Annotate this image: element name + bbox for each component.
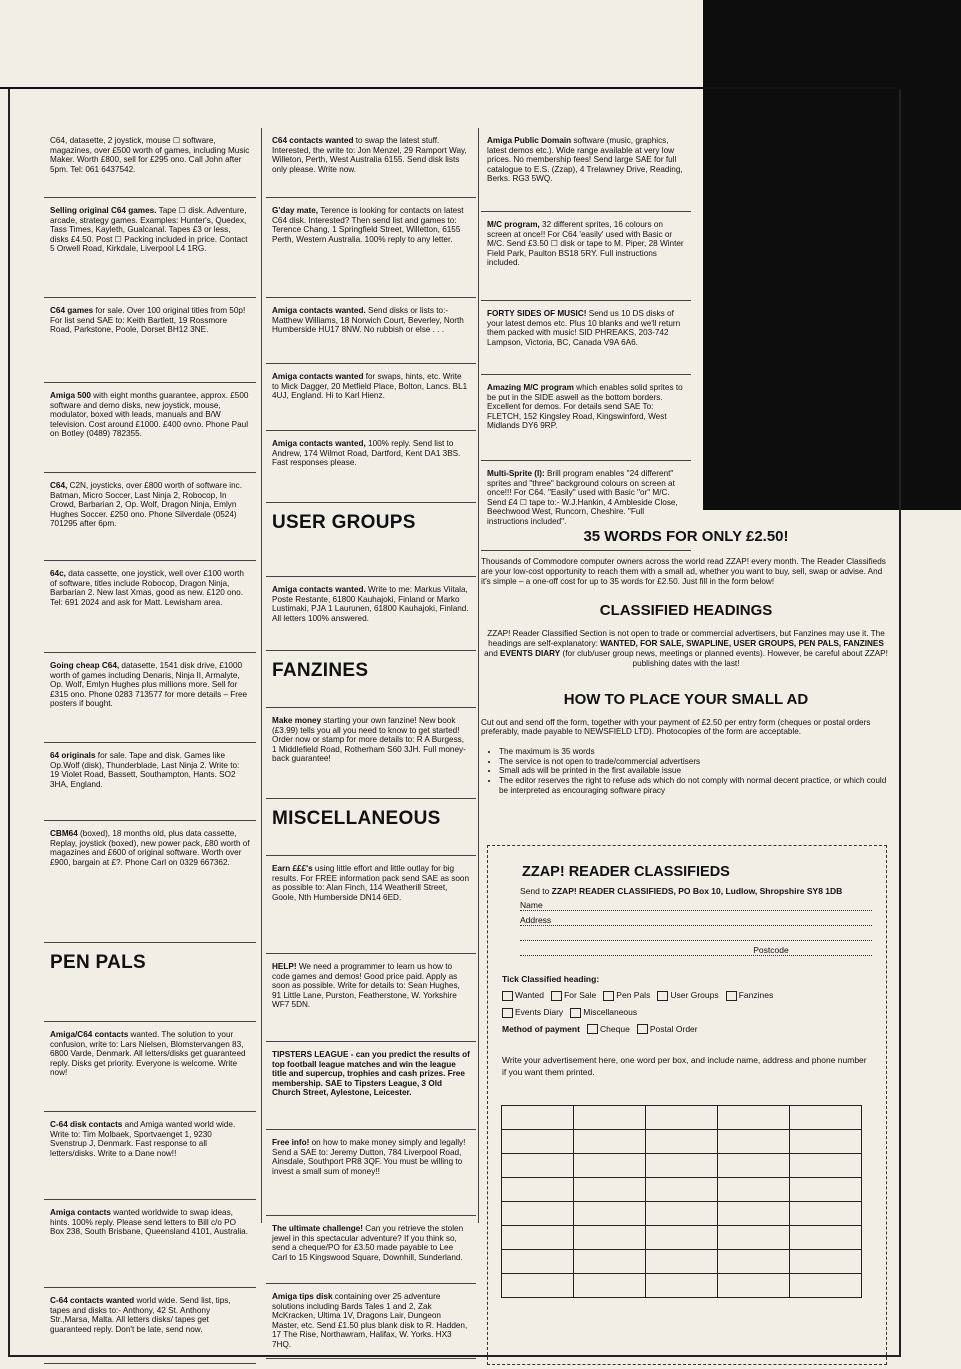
- word-box[interactable]: [574, 1106, 646, 1130]
- word-grid[interactable]: [501, 1105, 862, 1298]
- classified-ad: Make money starting your own fanzine! New book (£3.99) tells you all you need to know to get started! Order now or stamp for more details to: R A Burgess, 1 Middlefield Road, Rotherham S60 3JH. Full money-back guarantee!: [266, 708, 476, 799]
- word-box[interactable]: [646, 1226, 718, 1250]
- address-line-2[interactable]: [520, 926, 872, 941]
- classified-ad: Amiga contacts wanted for swaps, hints, etc. Write to Mick Dagger, 20 Metfield Place, Bolton, Lancs. BL1 4UJ, England. Hi to Karl Hienz.: [266, 364, 476, 431]
- classified-ad: C-64 contacts wanted world wide. Send list, tips, tapes and disks to:- Anthony, 42 St. Anthony Str.,Marsa, Malta. All letters disks/ tapes get guaranteed reply. Don't be late, send now.: [44, 1288, 256, 1364]
- word-box[interactable]: [502, 1202, 574, 1226]
- checkbox-pen-pals[interactable]: Pen Pals: [603, 990, 650, 1000]
- word-box[interactable]: [790, 1106, 862, 1130]
- column-middle: [266, 128, 476, 1359]
- list-item: • The maximum is 35 words: [499, 747, 891, 757]
- word-box[interactable]: [790, 1154, 862, 1178]
- list-item: • The editor reserves the right to refuse ads which do not comply with normal decent practice, or which could be interpreted as encouraging software piracy: [499, 776, 891, 795]
- classified-ad: Amiga tips disk containing over 25 adventure solutions including Bards Tales 1 and 2, Zak McKracken, Ultima 1V, Dragons Lair, Dungeon Master, etc. Send £1.50 plus blank disk to R. Hadden, 17 The Rise, Northawram, Halifax, W. Yorks. HX3 7HQ.: [266, 1284, 476, 1359]
- checkbox-events-diary[interactable]: Events Diary: [502, 1007, 563, 1017]
- word-box[interactable]: [718, 1250, 790, 1274]
- classified-ad: C64, datasette, 2 joystick, mouse ☐ software, magazines, over £500 worth of games, including Music Maker. Worth £800, sell for £295 ono. Call John after 5pm. Tel: 061 6437542.: [44, 128, 256, 198]
- word-box[interactable]: [790, 1178, 862, 1202]
- classified-ad: 64c, data cassette, one joystick, well over £100 worth of software, titles include Robocop, Dragon Ninja, Barbarian 2. New last Xmas, good as new. £120 ono. Tel: 691 2024 and ask for Matt. Lewisham area.: [44, 561, 256, 653]
- word-box[interactable]: [646, 1274, 718, 1298]
- word-box[interactable]: [790, 1250, 862, 1274]
- column-right: [481, 128, 691, 551]
- word-box[interactable]: [502, 1250, 574, 1274]
- classified-ad: Amiga/C64 contacts wanted. The solution to your confusion, write to: Lars Nielsen, Blomstervangen 83, 6800 Varde, Denmark. All letters/disks get guaranteed reply. Disks get priority. Everyone is welcome. Write now!: [44, 1022, 256, 1112]
- word-box[interactable]: [574, 1178, 646, 1202]
- word-box[interactable]: [502, 1130, 574, 1154]
- heading-35-words: 35 WORDS FOR ONLY £2.50!: [583, 528, 789, 545]
- word-box[interactable]: [646, 1130, 718, 1154]
- tick-label: Tick Classified heading:: [502, 974, 600, 984]
- word-box[interactable]: [574, 1226, 646, 1250]
- word-box[interactable]: [790, 1202, 862, 1226]
- word-box[interactable]: [646, 1154, 718, 1178]
- address-field[interactable]: Address: [520, 911, 872, 926]
- classified-ad: Amazing M/C program which enables solid sprites to be put in the SIDE aswell as the bottom borders. Excellent for demos. For details send SAE To: FLETCH, 152 Kingsley Road, Kingswinford, West Midlands DY6 9RP.: [481, 375, 691, 461]
- word-box[interactable]: [790, 1226, 862, 1250]
- postcode-field[interactable]: Postcode: [520, 941, 872, 956]
- intro-text: Thousands of Commodore computer owners across the world read ZZAP! every month. The Reader Classifieds are your low-cost opportunity to reach them with a small ad, whether you want to buy, sell, swap or advise. And it's simple – a one-off cost for up to 35 words for £2.50. Just fill in the form below!: [481, 557, 886, 586]
- word-box[interactable]: [646, 1106, 718, 1130]
- checkbox-cheque[interactable]: Cheque: [587, 1024, 630, 1034]
- word-box[interactable]: [790, 1130, 862, 1154]
- checkbox-miscellaneous[interactable]: Miscellaneous: [570, 1007, 637, 1017]
- section-heading: FANZINES: [266, 651, 476, 708]
- classified-ad: Selling original C64 games. Tape ☐ disk. Adventure, arcade, strategy games. Examples: Hunter's, Quedex, Tass Times, Kayleth, Gualcanal. Tapes £3 or less, disks £4.50. Post ☐ Packing included in price. Contact 5 Orwell Road, Kirkdale, Liverpool L4 1RG.: [44, 198, 256, 298]
- classified-ad: M/C program, 32 different sprites, 16 colours on screen at once!! For C64 'easily' used with Basic or M/C. Send £3.50 ☐ disk or tape to M. Piper, 28 Winter Field Park, Paulton BS18 5RY. Full instructions included.: [481, 212, 691, 301]
- classified-ad: Amiga contacts wanted worldwide to swap ideas, hints. 100% reply. Please send letters to Bill c/o PO Box 238, South Brisbane, Queensland 4101, Australia.: [44, 1200, 256, 1288]
- word-box[interactable]: [574, 1274, 646, 1298]
- classified-ad: HELP! We need a programmer to learn us how to code games and demos! Good price paid. Apply as soon as possible. Write for details to: Sean Hughes, 91 Little Lane, Purston, Featherstone, W. Yorkshire WF7 5DN.: [266, 954, 476, 1042]
- column-left: [44, 128, 256, 1364]
- classified-ad: Multi-Sprite (I): Brill program enables "24 different" sprites and "three" background colours on screen at once!!! For C64. "Easily" used with Basic "or" M/C. Send £4 ☐ tape to:- W.J.Hankin, 4 Ambleside Close, Beechwood West, Runcorn, Cheshire. "Full instructions included".: [481, 461, 691, 551]
- list-item: • The service is not open to trade/commercial advertisers: [499, 757, 891, 767]
- word-box[interactable]: [646, 1250, 718, 1274]
- classified-ad: Free info! on how to make money simply and legally! Send a SAE to: Jeremy Dutton, 784 Liverpool Road, Ainsdale, Southport PR8 3QF. You must be willing to invest a small sum of money!!: [266, 1130, 476, 1216]
- word-box[interactable]: [502, 1154, 574, 1178]
- classified-ad: C64, C2N, joysticks, over £800 worth of software inc. Batman, Micro Soccer, Last Ninja 2, Robocop, In Crowd, Barbarian 2, Op. Wolf, Dragon Ninja, Emlyn Hughes Soccer. £250 ono. Phone Silverdale (0524) 701295 after 6pm.: [44, 473, 256, 561]
- word-box[interactable]: [574, 1250, 646, 1274]
- word-box[interactable]: [790, 1274, 862, 1298]
- classified-ad: C64 games for sale. Over 100 original titles from 50p! For list send SAE to: Keith Bartlett, 19 Rossmore Road, Parkstone, Poole, Dorset BH12 3NE.: [44, 298, 256, 383]
- classified-ad: C-64 disk contacts and Amiga wanted world wide. Write to: Tim Molbaek, Sportvaenget 1, 9230 Svenstrup J, Denmark. Fast response to all letters/disks. Write to a Dane now!!: [44, 1112, 256, 1200]
- word-box[interactable]: [502, 1106, 574, 1130]
- word-box[interactable]: [646, 1178, 718, 1202]
- classified-ad: The ultimate challenge! Can you retrieve the stolen jewel in this spectacular adventure? If you think so, send a cheque/PO for £3.50 made payable to Lee Carl to 15 Kingswood Square, Downhill, Sunderland.: [266, 1216, 476, 1284]
- heading-how-to: HOW TO PLACE YOUR SMALL AD: [563, 690, 809, 708]
- column-rule: [261, 128, 262, 1223]
- word-box[interactable]: [502, 1226, 574, 1250]
- classified-ad: TIPSTERS LEAGUE - can you predict the results of top football league matches and win the league title and supercup, trophies and cash prizes. Free membership. SAE to Tipsters League, 3 Old Church Street, Aylestone, Leicester.: [266, 1042, 476, 1130]
- checkbox-user-groups[interactable]: User Groups: [657, 990, 718, 1000]
- heading-options-row1: [502, 990, 872, 1001]
- classified-ad: FORTY SIDES OF MUSIC! Send us 10 DS disks of your latest demos etc. Plus 10 blanks and we'll return them packed with music! SID PHREAKS, 203-742 Lampson, Victoria, BC, Canada V9A 6A6.: [481, 301, 691, 375]
- heading-options-row2: [502, 1007, 872, 1018]
- word-box[interactable]: [718, 1178, 790, 1202]
- word-box[interactable]: [718, 1274, 790, 1298]
- heading-classified: CLASSIFIED HEADINGS: [599, 602, 773, 620]
- classified-ad: Amiga contacts wanted. Send disks or lists to:- Matthew Williams, 18 Norwich Court, Beverley, North Humberside HU17 8NW. No rubbish or else . . .: [266, 298, 476, 364]
- headings-text: ZZAP! Reader Classified Section is not open to trade or commercial advertisers, but Fanzines may use it. The headings are self-explanatory: WANTED, FOR SALE, SWAPLINE, USER GROUPS, PEN PALS, FANZINES and EVENTS DIARY (for club/user group news, meetings or planned events). However, be careful about ZZAP! publishing dates with the last!: [484, 629, 888, 668]
- payment-row: Method of payment Cheque Postal Order: [502, 1023, 698, 1034]
- classified-ad: Amiga Public Domain software (music, graphics, latest demos etc.). Wide range available at very low prices. No membership fees! Send large SAE for full catalogue to E.S. (Zzap), 4 Trelawney Drive, Reading, Berks. RG3 5WQ.: [481, 128, 691, 212]
- name-field[interactable]: Name: [520, 896, 872, 911]
- classified-ad: Earn £££'s using little effort and little outlay for big results. For FREE information pack send SAE as soon as possible to: Alan Finch, 114 Weatherill Street, Goole, Nth Humberside DN14 6ED.: [266, 856, 476, 954]
- rules-list: [481, 747, 891, 795]
- word-box[interactable]: [718, 1202, 790, 1226]
- section-heading: MISCELLANEOUS: [266, 799, 476, 856]
- word-box[interactable]: [502, 1274, 574, 1298]
- form-instructions: Write your advertisement here, one word per box, and include name, address and phone number if you want them printed.: [502, 1055, 867, 1078]
- list-item: • Small ads will be printed in the first available issue: [499, 766, 891, 776]
- form-send-to: Send to ZZAP! READER CLASSIFIEDS, PO Box 10, Ludlow, Shropshire SY8 1DB: [520, 886, 843, 896]
- classified-ad: Amiga contacts wanted. Write to me: Markus Viitala, Poste Restante, 61800 Kauhajoki, Finland or Marko Lustimaki, PJA 1 Laurunen, 61800 Kauhajoki, Finland. All letters 100% answered.: [266, 577, 476, 651]
- word-box[interactable]: [646, 1202, 718, 1226]
- word-box[interactable]: [574, 1130, 646, 1154]
- word-box[interactable]: [718, 1130, 790, 1154]
- classified-ad: CBM64 (boxed), 18 months old, plus data cassette, Replay, joystick (boxed), new power pack, £80 worth of magazines and £600 of original software. Worth over £900, bargain at £?. Phone Carl on 0329 667362.: [44, 821, 256, 943]
- form-title: ZZAP! READER CLASSIFIEDS: [522, 864, 730, 880]
- checkbox-postal-order[interactable]: Postal Order: [637, 1024, 698, 1034]
- word-box[interactable]: [718, 1226, 790, 1250]
- word-box[interactable]: [502, 1178, 574, 1202]
- column-rule: [478, 128, 479, 1223]
- checkbox-wanted[interactable]: Wanted: [502, 990, 544, 1000]
- classified-ad: C64 contacts wanted to swap the latest stuff. Interested, the write to: Jon Menzel, 29 Ramport Way, Willeton, Perth, West Australia 6155. Send disk lists only please. Write now.: [266, 128, 476, 198]
- classified-ad: G'day mate, Terence is looking for contacts on latest C64 disk. Interested? Then send list and games to: Terence Chang, 1 Springfield Street, Willetton, 6155 Perth, Western Australia. 100% reply to any letter.: [266, 198, 476, 298]
- word-box[interactable]: [718, 1154, 790, 1178]
- how-to-text: Cut out and send off the form, together with your payment of £2.50 per entry form (cheques or postal orders preferably, made payable to NEWSFIELD LTD). Photocopies of the form are acceptable.: [481, 717, 871, 737]
- classified-ad: 64 originals for sale. Tape and disk. Games like Op.Wolf (disk), Thunderblade, Last Ninja 2. Write to: 19 Violet Road, Bassett, Southampton, Hants. SO2 3HA, England.: [44, 743, 256, 821]
- section-heading: PEN PALS: [44, 943, 256, 1022]
- checkbox-for-sale[interactable]: For Sale: [551, 990, 596, 1000]
- word-box[interactable]: [718, 1106, 790, 1130]
- classified-ad: Amiga contacts wanted, 100% reply. Send list to Andrew, 174 Wilmot Road, Dartford, Kent DA1 3BS. Fast responses please.: [266, 431, 476, 503]
- section-heading: USER GROUPS: [266, 503, 476, 577]
- word-box[interactable]: [574, 1154, 646, 1178]
- info-section: [481, 528, 891, 795]
- classified-ad: Going cheap C64, datasette, 1541 disk drive, £1000 worth of games including Denaris, Ninja II, Armalyte, Op. Wolf, Emlyn Hughes plus millions more. Sell for £315 ono. Phone 0283 713577 for more details – Free posters if bought.: [44, 653, 256, 743]
- classified-ad: Amiga 500 with eight months guarantee, approx. £500 software and demo disks, new joystick, mouse, modulator, boxed with leads, manuals and B/W television. Cost around £1000. £400 ovno. Phone Paul on Botley (0489) 782355.: [44, 383, 256, 473]
- checkbox-fanzines[interactable]: Fanzines: [726, 990, 774, 1000]
- word-box[interactable]: [574, 1202, 646, 1226]
